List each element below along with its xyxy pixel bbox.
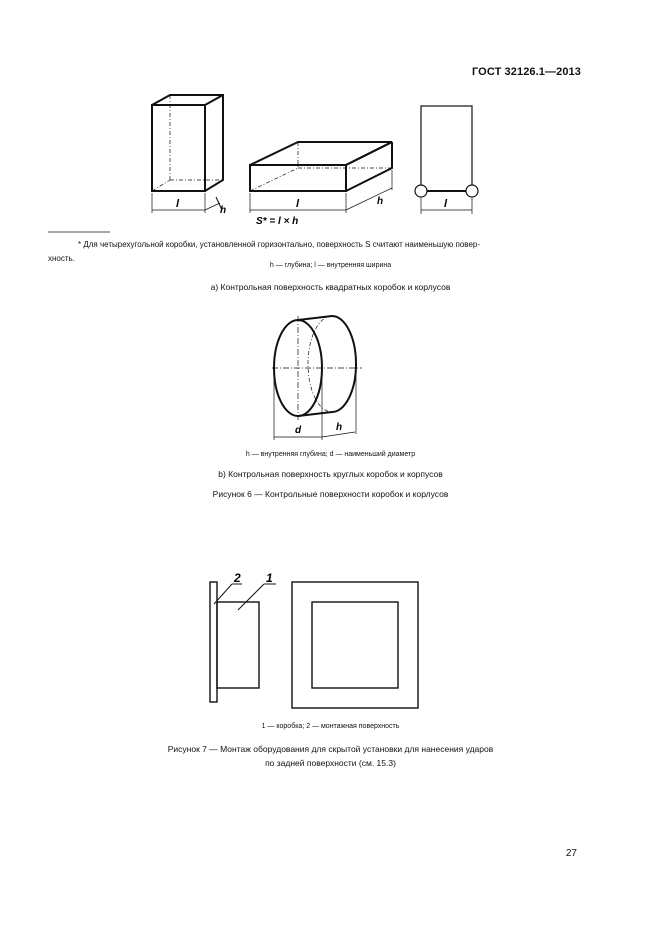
label-l-flat: l (296, 198, 300, 210)
figure7-drawing (0, 560, 661, 710)
legend-b: h — внутренняя глубина; d — наименьший диаметр (245, 451, 416, 458)
footnote-line1: * Для четырехугольной коробки, установленной горизонтально, поверхность S считают наименьшую повер- (78, 240, 481, 249)
figure6-title: Рисунок 6 — Контрольные поверхности коробок и корлусов (212, 489, 449, 499)
formula-s: S* = l × h (256, 216, 299, 227)
label-2: 2 (234, 571, 241, 585)
legend-figure7: 1 — коробка; 2 — монтажная поверхность (261, 723, 400, 730)
label-l-side: l (444, 198, 448, 210)
page-number: 27 (565, 848, 577, 859)
legend-a: h — глубина; l — внутренняя ширина (269, 262, 392, 269)
footnote-line2: хность. (48, 254, 75, 263)
figure7-title-line1: Рисунок 7 — Монтаж оборудования для скрытой установки для нанесения ударов (167, 744, 494, 754)
figure7-title-line2: по задней поверхности (см. 15.3) (265, 758, 396, 768)
figure6a-drawing (0, 0, 661, 236)
label-h-flat: h (377, 196, 384, 207)
label-d: d (295, 425, 302, 436)
label-l-tall: l (176, 198, 180, 210)
caption-b: b) Контрольная поверхность круглых коробок и корпусов (218, 469, 443, 479)
figure6b-cylinder (0, 300, 661, 450)
standard-header: ГОСТ 32126.1—2013 (471, 66, 581, 78)
label-1: 1 (266, 571, 273, 585)
label-h-tall: h (220, 205, 227, 216)
caption-a: a) Контрольная поверхность квадратных коробок и корлусов (210, 282, 451, 292)
label-h-cyl: h (336, 422, 343, 433)
